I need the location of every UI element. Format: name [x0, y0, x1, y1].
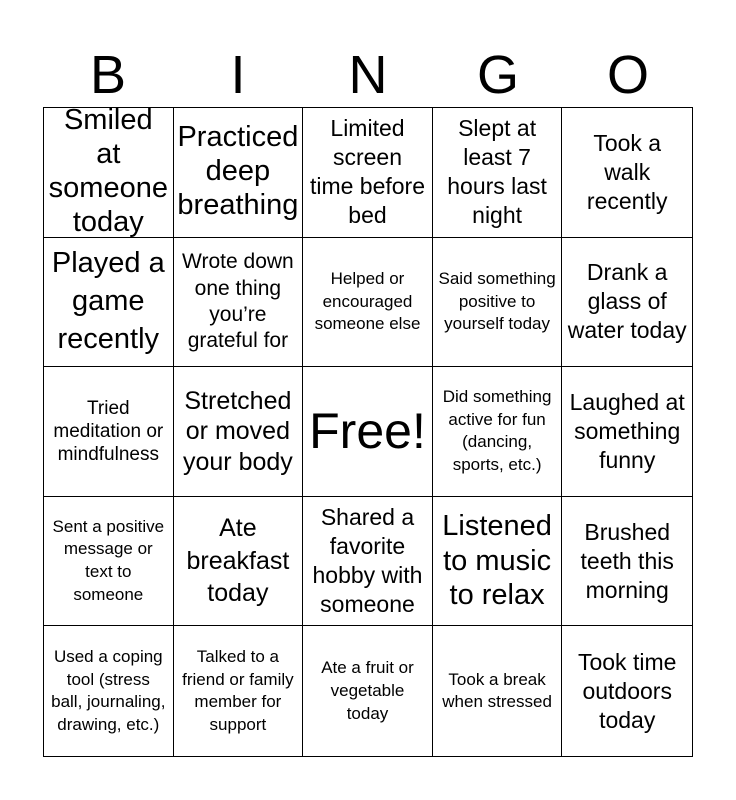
bingo-cell-r1-c3[interactable]	[303, 108, 433, 238]
bingo-cell-r3-c4[interactable]	[433, 367, 563, 497]
header-letter-g: G	[476, 45, 519, 105]
bingo-cell-text: Did something active for fun (dancing, sports, etc.)	[442, 387, 552, 475]
header-letter-i: I	[230, 45, 246, 105]
bingo-cell-text: Free!	[309, 402, 426, 459]
bingo-cell-text: Talked to a friend or family member for support	[182, 646, 294, 734]
bingo-cell-r2-c2[interactable]	[174, 238, 304, 368]
bingo-cell-free[interactable]	[303, 367, 433, 497]
bingo-cell-text: Took a break when stressed	[442, 669, 552, 712]
bingo-cell-r3-c5[interactable]	[562, 367, 692, 497]
bingo-cell-r5-c2[interactable]	[174, 626, 304, 756]
bingo-cell-r4-c3[interactable]	[303, 497, 433, 627]
header-letter-n: N	[348, 45, 388, 105]
bingo-cell-r3-c2[interactable]	[174, 367, 304, 497]
bingo-cell-r4-c4[interactable]	[433, 497, 563, 627]
bingo-cell-r1-c4[interactable]	[433, 108, 563, 238]
bingo-cell-r5-c5[interactable]	[562, 626, 692, 756]
bingo-cell-r1-c2[interactable]	[174, 108, 304, 238]
bingo-cell-text: Practiced deep breathing	[177, 121, 299, 222]
bingo-cell-r5-c1[interactable]	[44, 626, 174, 756]
bingo-card-grid	[43, 107, 693, 757]
bingo-header	[43, 44, 693, 106]
bingo-cell-r5-c3[interactable]	[303, 626, 433, 756]
header-letter-b: B	[89, 45, 127, 105]
bingo-cell-text: Helped or encouraged someone else	[314, 268, 421, 334]
bingo-cell-r1-c5[interactable]	[562, 108, 692, 238]
bingo-cell-text: Smiled at someone today	[48, 108, 168, 238]
bingo-cell-text: Drank a glass of water today	[567, 259, 687, 344]
bingo-cell-r5-c4[interactable]	[433, 626, 563, 756]
bingo-cell-text: Stretched or moved your body	[182, 386, 293, 476]
bingo-cell-text: Ate a fruit or vegetable today	[321, 658, 414, 723]
bingo-cell-text: Said something positive to yourself today	[438, 268, 556, 334]
bingo-cell-text: Brushed teeth this morning	[580, 518, 674, 603]
bingo-cell-text: Ate breakfast today	[186, 514, 290, 608]
bingo-cell-text: Played a game recently	[51, 247, 165, 355]
bingo-cell-text: Took a walk recently	[586, 129, 668, 214]
bingo-cell-text: Shared a favorite hobby with someone	[312, 504, 423, 618]
bingo-cell-text: Laughed at something funny	[569, 389, 685, 473]
header-letter-o: O	[606, 45, 649, 105]
bingo-cell-r2-c5[interactable]	[562, 238, 692, 368]
bingo-cell-text: Slept at least 7 hours last night	[447, 115, 547, 229]
bingo-cell-r4-c2[interactable]	[174, 497, 304, 627]
bingo-cell-r2-c3[interactable]	[303, 238, 433, 368]
bingo-cell-text: Wrote down one thing you’re grateful for	[182, 250, 294, 353]
bingo-cell-r2-c4[interactable]	[433, 238, 563, 368]
bingo-cell-r3-c1[interactable]	[44, 367, 174, 497]
bingo-cell-r4-c1[interactable]	[44, 497, 174, 627]
bingo-cell-r4-c5[interactable]	[562, 497, 692, 627]
bingo-cell-r2-c1[interactable]	[44, 238, 174, 368]
bingo-cell-text: Took time outdoors today	[577, 648, 677, 733]
bingo-cell-text: Limited screen time before bed	[309, 115, 426, 229]
bingo-cell-r1-c1[interactable]	[44, 108, 174, 238]
bingo-cell-text: Tried meditation or mindfulness	[53, 397, 164, 466]
bingo-cell-text: Used a coping tool (stress ball, journaling, drawing, etc.)	[51, 646, 166, 734]
bingo-cell-text: Sent a positive message or text to someone	[52, 516, 165, 604]
bingo-cell-text: Listened to music to relax	[442, 509, 552, 612]
